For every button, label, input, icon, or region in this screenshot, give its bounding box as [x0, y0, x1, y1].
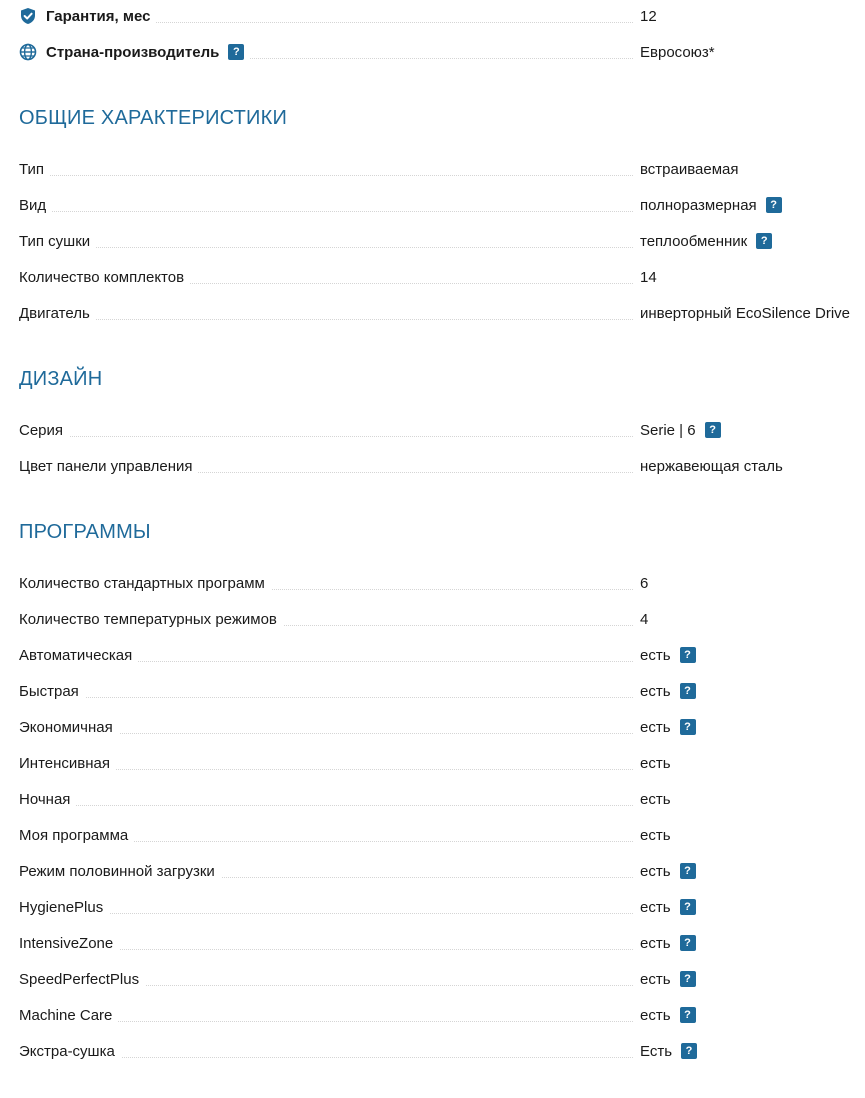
spec-label: Ночная	[19, 791, 76, 808]
spec-value-cell	[640, 1007, 696, 1024]
spec-value-cell	[640, 683, 696, 700]
spec-row	[19, 229, 865, 253]
spec-label-cell	[19, 611, 633, 628]
spec-value: есть	[640, 1006, 671, 1024]
spec-value: нержавеющая сталь	[640, 457, 783, 475]
spec-row	[19, 301, 865, 325]
spec-label-cell	[19, 422, 633, 439]
spec-row	[19, 787, 865, 811]
spec-row	[19, 607, 865, 631]
help-icon[interactable]: ?	[680, 683, 696, 699]
section-title-design: ДИЗАЙН	[19, 368, 103, 390]
spec-label-cell	[19, 971, 633, 988]
spec-label: Количество стандартных программ	[19, 575, 271, 592]
spec-value: Есть	[640, 1042, 673, 1060]
spec-label-cell	[19, 899, 633, 916]
help-icon[interactable]: ?	[680, 1007, 696, 1023]
help-icon[interactable]: ?	[756, 233, 772, 249]
spec-label: Страна-производитель	[46, 43, 220, 61]
spec-value: 12	[640, 7, 657, 25]
spec-row-warranty	[19, 4, 865, 28]
spec-label-cell	[19, 827, 633, 844]
help-icon[interactable]: ?	[680, 971, 696, 987]
spec-value-cell	[640, 611, 648, 628]
spec-row	[19, 715, 865, 739]
spec-row	[19, 967, 865, 991]
spec-label-cell	[19, 575, 633, 592]
spec-value-cell	[640, 422, 721, 439]
spec-value-cell	[640, 791, 671, 808]
spec-label-cell	[19, 791, 633, 808]
spec-label: Гарантия, мес	[46, 7, 151, 25]
section-title-programs: ПРОГРАММЫ	[19, 521, 151, 543]
spec-value-cell	[640, 8, 657, 25]
spec-label-cell	[19, 755, 633, 772]
spec-value: Евросоюз*	[640, 43, 715, 61]
spec-value: 6	[640, 574, 649, 592]
spec-value-cell	[640, 863, 696, 880]
spec-value: есть	[640, 754, 671, 772]
spec-value-cell	[640, 899, 696, 916]
spec-row	[19, 895, 865, 919]
spec-label-cell	[19, 458, 633, 475]
spec-row	[19, 679, 865, 703]
spec-value: Serie | 6	[640, 421, 696, 439]
spec-label: Двигатель	[19, 305, 96, 322]
spec-label: IntensiveZone	[19, 935, 119, 952]
spec-label: HygienePlus	[19, 899, 109, 916]
spec-value-cell	[640, 305, 850, 322]
spec-label-cell	[19, 1007, 633, 1024]
help-icon[interactable]: ?	[228, 44, 244, 60]
shield-check-icon	[19, 7, 37, 25]
spec-label: Цвет панели управления	[19, 458, 198, 475]
spec-row	[19, 157, 865, 181]
help-icon[interactable]: ?	[680, 899, 696, 915]
spec-value: есть	[640, 790, 671, 808]
spec-row-country	[19, 40, 865, 64]
spec-label-cell	[19, 1043, 633, 1060]
spec-label: Серия	[19, 422, 69, 439]
spec-label-cell	[19, 233, 633, 250]
spec-label-cell	[19, 43, 633, 61]
spec-value-cell	[640, 161, 739, 178]
spec-label-cell	[19, 863, 633, 880]
spec-label: Автоматическая	[19, 647, 138, 664]
spec-value-cell	[640, 647, 696, 664]
spec-value: есть	[640, 898, 671, 916]
spec-label: Экстра-сушка	[19, 1043, 121, 1060]
spec-label: SpeedPerfectPlus	[19, 971, 145, 988]
spec-value: есть	[640, 718, 671, 736]
spec-label-cell	[19, 269, 633, 286]
spec-row	[19, 1039, 865, 1063]
spec-value-cell	[640, 233, 772, 250]
spec-label: Количество комплектов	[19, 269, 190, 286]
spec-row	[19, 931, 865, 955]
spec-label: Интенсивная	[19, 755, 116, 772]
section-title-general: ОБЩИЕ ХАРАКТЕРИСТИКИ	[19, 107, 288, 129]
spec-label: Быстрая	[19, 683, 85, 700]
spec-row	[19, 859, 865, 883]
spec-label-cell	[19, 7, 633, 25]
spec-label: Тип	[19, 161, 50, 178]
spec-value-cell	[640, 827, 671, 844]
spec-label-cell	[19, 305, 633, 322]
spec-label: Machine Care	[19, 1007, 118, 1024]
spec-value: есть	[640, 862, 671, 880]
spec-value: есть	[640, 682, 671, 700]
spec-label-cell	[19, 647, 633, 664]
help-icon[interactable]: ?	[705, 422, 721, 438]
spec-value-cell	[640, 755, 671, 772]
help-icon[interactable]: ?	[680, 863, 696, 879]
spec-row	[19, 751, 865, 775]
spec-value-cell	[640, 269, 657, 286]
spec-value-cell	[640, 935, 696, 952]
help-icon[interactable]: ?	[680, 647, 696, 663]
spec-row	[19, 571, 865, 595]
help-icon[interactable]: ?	[766, 197, 782, 213]
spec-label-cell	[19, 683, 633, 700]
spec-value-cell	[640, 971, 696, 988]
spec-row	[19, 265, 865, 289]
spec-label: Экономичная	[19, 719, 119, 736]
spec-label: Вид	[19, 197, 52, 214]
spec-value-cell	[640, 575, 648, 592]
help-icon[interactable]: ?	[680, 719, 696, 735]
spec-value-cell	[640, 44, 715, 61]
help-icon[interactable]: ?	[680, 935, 696, 951]
spec-value-cell	[640, 458, 783, 475]
spec-row	[19, 454, 865, 478]
globe-icon	[19, 43, 37, 61]
spec-value-cell	[640, 719, 696, 736]
spec-label: Тип сушки	[19, 233, 96, 250]
spec-label-cell	[19, 719, 633, 736]
help-icon[interactable]: ?	[681, 1043, 697, 1059]
spec-value: есть	[640, 646, 671, 664]
spec-row	[19, 823, 865, 847]
spec-value: 14	[640, 268, 657, 286]
spec-label-cell	[19, 161, 633, 178]
spec-label-cell	[19, 935, 633, 952]
spec-label-cell	[19, 197, 633, 214]
spec-value: есть	[640, 934, 671, 952]
spec-row	[19, 1003, 865, 1027]
spec-value-cell	[640, 197, 782, 214]
spec-value-cell	[640, 1043, 697, 1060]
spec-label: Моя программа	[19, 827, 134, 844]
spec-value: есть	[640, 970, 671, 988]
spec-label: Режим половинной загрузки	[19, 863, 221, 880]
spec-row	[19, 193, 865, 217]
spec-label: Количество температурных режимов	[19, 611, 283, 628]
spec-value: полноразмерная	[640, 196, 757, 214]
spec-value: 4	[640, 610, 649, 628]
spec-value: есть	[640, 826, 671, 844]
spec-value: встраиваемая	[640, 160, 739, 178]
spec-value: теплообменник	[640, 232, 748, 250]
spec-row	[19, 418, 865, 442]
spec-value: инверторный EcoSilence Drive	[640, 304, 851, 322]
spec-row	[19, 643, 865, 667]
